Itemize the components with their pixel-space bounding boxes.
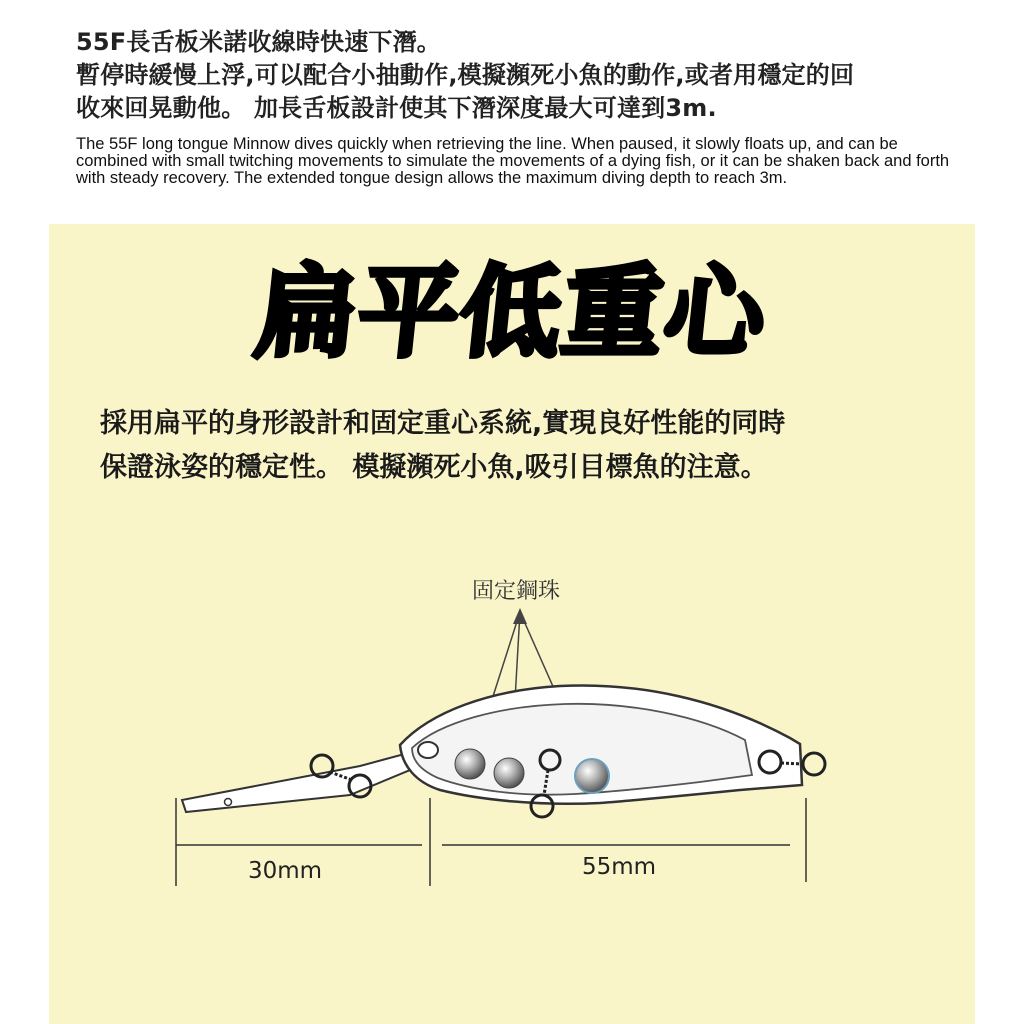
steel-ball-3 — [575, 759, 609, 793]
lure-lip — [182, 752, 412, 812]
intro-zh-line-3: 收來回晃動他。 加長舌板設計使其下潛深度最大可達到3m. — [76, 94, 717, 122]
feature-description — [100, 402, 960, 490]
feature-desc-line-1: 採用扁平的身形設計和固定重心系統,實現良好性能的同時 — [100, 408, 786, 439]
steel-balls-label: 固定鋼珠 — [472, 579, 561, 604]
intro-chinese-text — [76, 26, 976, 125]
steel-ball-2 — [494, 758, 524, 788]
lure-eye — [418, 742, 438, 758]
intro-zh-line-1: 55F長舌板米諾收線時快速下潛。 — [76, 28, 441, 56]
body-length-label: 55mm — [582, 854, 657, 880]
intro-zh-line-2: 暫停時緩慢上浮,可以配合小抽動作,模擬瀕死小魚的動作,或者用穩定的回 — [76, 61, 855, 89]
lure-diagram — [160, 560, 860, 900]
steel-ball-1 — [455, 749, 485, 779]
feature-title: 扁平低重心 — [250, 254, 774, 371]
pointer-arrowheads — [513, 608, 527, 624]
feature-desc-line-2: 保證泳姿的穩定性。 模擬瀕死小魚,吸引目標魚的注意。 — [100, 452, 768, 483]
lip-length-label: 30mm — [248, 858, 323, 884]
intro-english-text: The 55F long tongue Minnow dives quickly when retrieving the line. When paused, it slowly floats up, and can be combined with small twitching movements to simulate the movements of a dying fish, or it can be shaken back and forth with steady recovery. The extended tongue design allows the maximum diving depth to reach 3m. — [76, 135, 950, 187]
